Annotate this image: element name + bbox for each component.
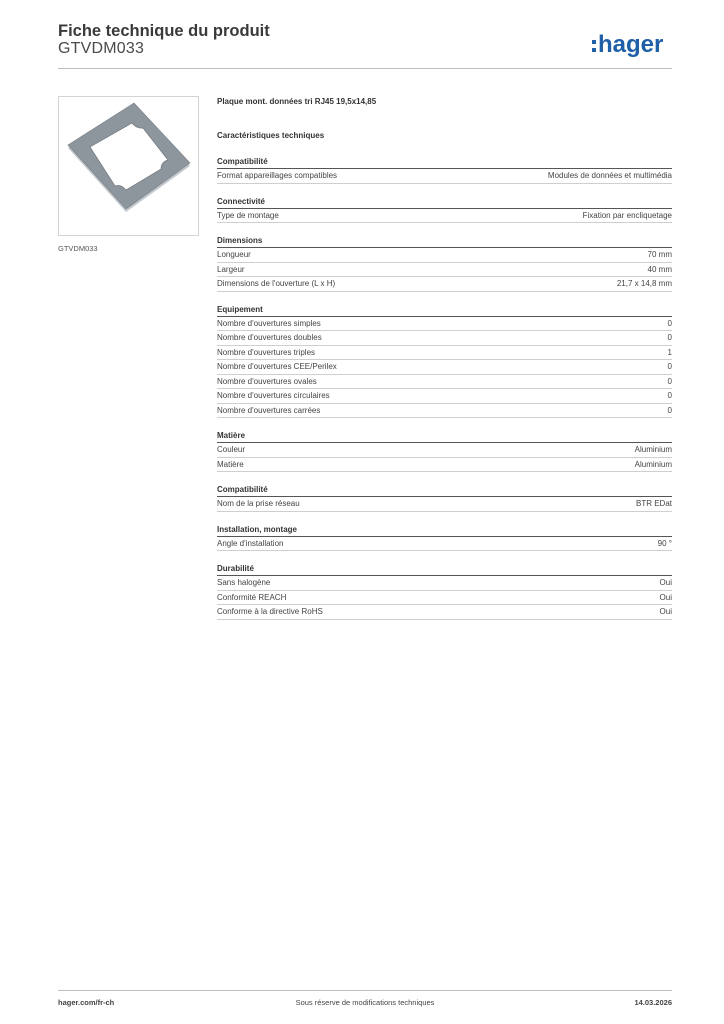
section-title: Dimensions: [217, 235, 672, 248]
spec-row: [217, 248, 672, 263]
section-durabilite: [217, 563, 672, 620]
spec-row: [217, 591, 672, 606]
product-name: Plaque mont. données tri RJ45 19,5x14,85: [217, 97, 377, 106]
footer-website-link[interactable]: hager.com/fr-ch: [58, 998, 115, 1007]
footer-date: 14.03.2026: [634, 998, 672, 1007]
spec-label: Largeur: [217, 264, 245, 274]
spec-value: Modules de données et multimédia: [547, 171, 672, 180]
section-title: Equipement: [217, 304, 672, 317]
section-matiere: [217, 430, 672, 472]
mounting-plate-image: [59, 97, 198, 235]
section-installation: [217, 524, 672, 552]
logo-text: hager: [598, 31, 664, 58]
spec-value: 90 °: [657, 538, 672, 548]
spec-value: Fixation par encliquetage: [582, 210, 672, 220]
spec-row: [217, 209, 672, 224]
spec-value: Aluminium: [634, 459, 672, 469]
spec-value: 0: [667, 376, 672, 386]
spec-value: 40 mm: [647, 264, 672, 274]
spec-label: Nom de la prise réseau: [217, 499, 300, 508]
spec-label: Format appareillages compatibles: [217, 171, 338, 180]
spec-label: Nombre d'ouvertures carrées: [217, 405, 321, 415]
spec-row: [217, 360, 672, 375]
spec-value: 0: [667, 333, 672, 342]
spec-label: Nombre d'ouvertures simples: [217, 318, 321, 328]
spec-label: Couleur: [217, 445, 246, 454]
spec-row: [217, 458, 672, 473]
header-divider: [58, 68, 672, 69]
page-footer: [58, 998, 672, 1010]
footer-disclaimer: Sous réserve de modifications techniques: [295, 998, 435, 1007]
spec-label: Type de montage: [217, 210, 279, 220]
spec-label: Longueur: [217, 250, 251, 259]
section-dimensions: [217, 235, 672, 292]
spec-row: [217, 576, 672, 591]
spec-value: Oui: [659, 592, 672, 602]
page-header: [58, 20, 672, 68]
section-title: Matière: [217, 430, 672, 443]
spec-value: 0: [667, 318, 672, 328]
spec-label: Conforme à la directive RoHS: [217, 607, 323, 616]
footer-divider: [58, 990, 672, 991]
spec-value: Oui: [659, 578, 672, 587]
spec-value: BTR EDat: [635, 499, 672, 508]
spec-label: Nombre d'ouvertures CEE/Perilex: [217, 362, 337, 371]
spec-value: Oui: [659, 607, 672, 616]
spec-row: [217, 331, 672, 346]
spec-label: Nombre d'ouvertures circulaires: [217, 391, 330, 400]
spec-value: 1: [667, 347, 672, 357]
section-title: Connectivité: [217, 196, 672, 209]
spec-label: Nombre d'ouvertures ovales: [217, 376, 317, 386]
section-connectivite: [217, 196, 672, 224]
spec-label: Dimensions de l'ouverture (L x H): [217, 279, 336, 288]
spec-row: [217, 277, 672, 292]
spec-row: [217, 605, 672, 620]
product-reference: GTVDM033: [58, 40, 145, 57]
section-title: Compatibilité: [217, 156, 672, 169]
spec-row: [217, 389, 672, 404]
image-caption: GTVDM033: [58, 244, 98, 253]
section-title: Installation, montage: [217, 524, 672, 537]
section-equipement: [217, 304, 672, 419]
spec-label: Sans halogène: [217, 578, 271, 587]
spec-value: 21,7 x 14,8 mm: [616, 279, 672, 288]
spec-row: [217, 346, 672, 361]
document-title: Fiche technique du produit: [58, 22, 270, 40]
spec-value: Aluminium: [634, 445, 672, 454]
spec-value: 0: [667, 362, 672, 371]
spec-label: Angle d'installation: [217, 538, 284, 548]
spec-row: [217, 317, 672, 332]
spec-row: [217, 443, 672, 458]
product-details: [217, 96, 672, 632]
product-image: [58, 96, 199, 236]
spec-label: Nombre d'ouvertures doubles: [217, 333, 322, 342]
spec-label: Conformité REACH: [217, 592, 287, 602]
spec-value: 0: [667, 391, 672, 400]
section-compatibilite: [217, 156, 672, 184]
characteristics-title: Caractéristiques techniques: [217, 131, 325, 140]
spec-label: Matière: [217, 459, 244, 469]
spec-row: [217, 375, 672, 390]
section-title: Compatibilité: [217, 484, 672, 497]
spec-row: [217, 404, 672, 419]
section-title: Durabilité: [217, 563, 672, 576]
spec-value: 70 mm: [647, 250, 672, 259]
spec-value: 0: [667, 405, 672, 415]
spec-row: [217, 263, 672, 278]
spec-row: [217, 169, 672, 184]
hager-logo[interactable]: [592, 28, 672, 58]
section-compatibilite-reseau: [217, 484, 672, 512]
spec-row: [217, 497, 672, 512]
spec-label: Nombre d'ouvertures triples: [217, 347, 316, 357]
spec-row: [217, 537, 672, 552]
